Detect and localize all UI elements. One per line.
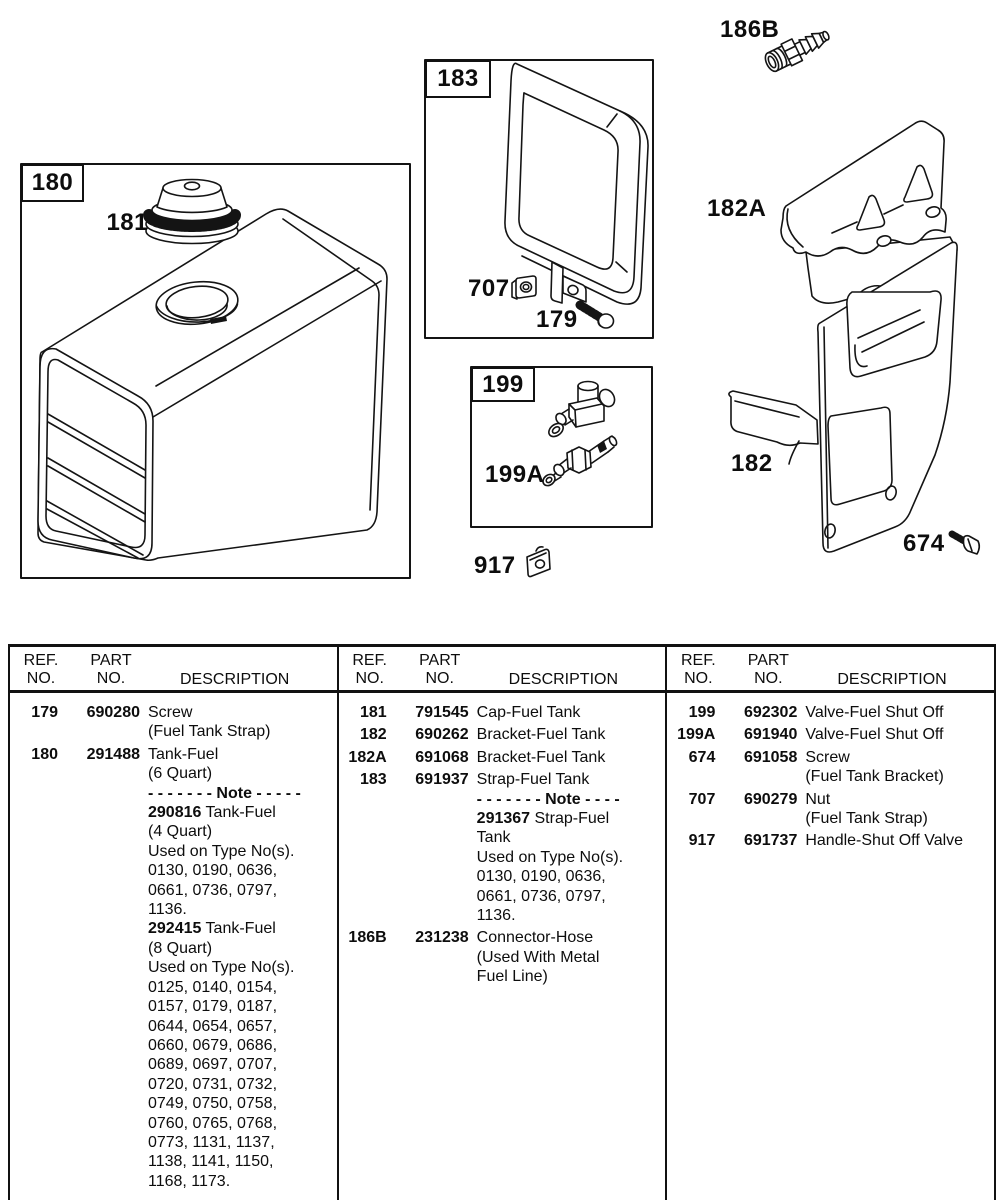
description-line: (Fuel Tank Bracket) [805,768,944,786]
header-line: PART [419,652,461,669]
parts-list-table [8,644,996,1200]
callout-199: 199 [471,367,535,402]
ref-no-cell: 186B [348,929,387,947]
fuel-tank-strap-drawing [505,63,648,304]
part-row [10,745,337,1191]
description-line: 0660, 0679, 0686, [148,1036,278,1054]
column-body [667,693,994,854]
part-row [667,725,994,744]
description-cell [469,703,666,722]
description-line: - - - - - - - Note - - - - [476,790,620,808]
header-line: NO. [26,670,56,687]
fuel-tank-drawing [38,180,387,561]
ref-no-header [671,652,725,690]
description-line: 0720, 0731, 0732, [148,1075,278,1093]
ref-no-cell: 917 [688,832,716,850]
ref-no-cell: 199A [677,726,716,744]
header-line: NO. [754,670,783,687]
column-header [339,647,666,693]
description-line: (Used With Metal [476,948,600,966]
part-row [667,703,994,722]
description-cell [797,831,994,850]
part-no-cell: 691937 [415,771,469,789]
callout-917: 917 [474,552,516,579]
ref-no-cell: 179 [31,704,58,721]
description-line: 0157, 0179, 0187, [148,998,278,1016]
part-row [339,703,666,722]
description-line: (Fuel Tank Strap) [148,723,271,741]
callout-182: 182 [731,450,773,477]
parts-column-3 [665,647,994,1200]
part-no-cell: 692302 [743,704,798,721]
part-row [667,790,994,829]
description-line: Used on Type No(s). [476,848,624,866]
callout-181: 181 [106,209,148,236]
ref-no-cell: 180 [31,745,58,763]
description-cell [469,770,666,925]
description-line: 0773, 1131, 1137, [148,1133,275,1151]
header-line: REF. [681,652,716,669]
column-header [10,647,337,693]
description-cell [797,748,994,787]
header-line: PART [90,652,132,669]
callout-180: 180 [21,164,84,202]
ref-no-cell: 674 [688,748,716,766]
screw-179-drawing [580,305,614,328]
description-line: - - - - - - - Note - - - - - [148,784,301,802]
callout-674: 674 [903,530,945,557]
header-line: REF. [23,652,59,669]
description-line: 0130, 0190, 0636, [476,868,606,886]
screw-674-drawing [952,534,979,554]
description-line: 291367 Strap-Fuel [476,810,610,828]
description-line: 0689, 0697, 0707, [148,1056,278,1074]
description-line: Connector-Hose [476,929,594,947]
description-line: Valve-Fuel Shut Off [805,704,944,721]
header-line: REF. [352,652,387,669]
description-line: Screw [148,704,193,721]
callout-179: 179 [536,306,578,333]
description-line: Handle-Shut Off Valve [805,832,964,850]
shut-off-valve-drawing [546,382,617,440]
part-no-cell: 291488 [86,745,140,763]
ref-no-cell: 199 [688,704,716,721]
description-line: Cap-Fuel Tank [476,704,581,721]
description-line: Tank-Fuel [148,745,219,763]
ref-no-cell: 707 [688,790,716,808]
description-line: 290816 Tank-Fuel [148,804,276,822]
description-cell [797,790,994,829]
part-row [667,748,994,787]
part-no-cell: 231238 [415,929,469,947]
description-line: (6 Quart) [148,765,213,783]
part-no-header [397,652,483,690]
callout-707: 707 [468,275,510,302]
header-line: PART [747,652,789,669]
description-line: (4 Quart) [148,823,213,841]
description-line: (Fuel Tank Strap) [805,810,928,828]
callout-186B: 186B [720,16,780,43]
description-line: Screw [805,748,850,766]
description-cell [140,703,337,742]
fuel-tank-bracket-drawing [729,237,957,552]
part-no-cell: 791545 [415,704,469,721]
description-header [154,652,337,690]
shut-off-handle-drawing [527,547,550,577]
description-line: Nut [805,790,831,808]
part-no-header [68,652,154,690]
part-no-header [725,652,811,690]
description-line: Tank [476,829,511,847]
part-no-cell: 691940 [743,726,798,744]
part-row [10,703,337,742]
ref-no-cell: 183 [359,771,387,789]
callout-183: 183 [425,60,491,98]
column-body [339,693,666,990]
description-line: Valve-Fuel Shut Off [805,726,944,744]
description-header [483,652,666,690]
description-line: Fuel Line) [476,968,548,986]
description-line: 292415 Tank-Fuel [148,920,276,938]
description-line: 0661, 0736, 0797, [148,881,278,899]
description-line: 0661, 0736, 0797, [476,887,606,905]
header-line: NO. [684,670,713,687]
header-line: DESCRIPTION [180,671,290,688]
description-header [811,652,994,690]
part-row [339,928,666,986]
description-line: Used on Type No(s). [148,842,295,860]
description-cell [797,725,994,744]
part-row [339,748,666,767]
parts-column-2 [337,647,666,1200]
column-body [10,693,337,1194]
part-row [339,770,666,925]
header-line: DESCRIPTION [837,671,947,688]
parts-column-1 [10,647,337,1200]
part-no-cell: 690262 [415,726,469,744]
ref-no-cell: 182A [348,748,387,766]
part-no-cell: 690279 [743,790,798,808]
description-line: Strap-Fuel Tank [476,771,590,789]
part-no-cell: 691737 [743,832,798,850]
header-line: NO. [425,670,454,687]
ref-no-cell: 182 [359,726,387,744]
ref-no-cell: 181 [359,704,387,721]
part-no-cell: 691058 [743,748,798,766]
description-line: 1136. [476,907,516,925]
description-line: Bracket-Fuel Tank [476,726,606,744]
description-line: Bracket-Fuel Tank [476,748,606,766]
part-row [667,831,994,850]
part-no-cell: 691068 [415,748,469,766]
column-header [667,647,994,693]
description-line: 1138, 1141, 1150, [148,1153,274,1171]
description-line: 1168, 1173. [148,1172,231,1190]
shut-off-valve-alt-drawing [541,435,618,488]
header-line: NO. [96,670,126,687]
description-cell [469,748,666,767]
callout-199A: 199A [485,461,545,488]
ref-no-header [14,652,68,690]
header-line: NO. [355,670,384,687]
description-line: 1136. [148,901,187,919]
description-line: 0125, 0140, 0154, [148,978,278,996]
description-line: 0749, 0750, 0758, [148,1095,278,1113]
description-line: 0130, 0190, 0636, [148,862,278,880]
description-line: 0644, 0654, 0657, [148,1017,278,1035]
description-cell [797,703,994,722]
description-line: Used on Type No(s). [148,959,295,977]
description-line: (8 Quart) [148,939,213,957]
header-line: DESCRIPTION [508,671,619,688]
ref-no-header [343,652,397,690]
part-no-cell: 690280 [86,704,140,721]
description-line: 0760, 0765, 0768, [148,1114,278,1132]
fuel-tank-bracket-upper-drawing [781,121,946,256]
nut-707-drawing [512,276,536,299]
callout-182A: 182A [707,195,767,222]
fuel-cap-drawing [146,180,238,244]
description-cell [140,745,337,1191]
description-cell [469,928,666,986]
description-cell [469,725,666,744]
part-row [339,725,666,744]
